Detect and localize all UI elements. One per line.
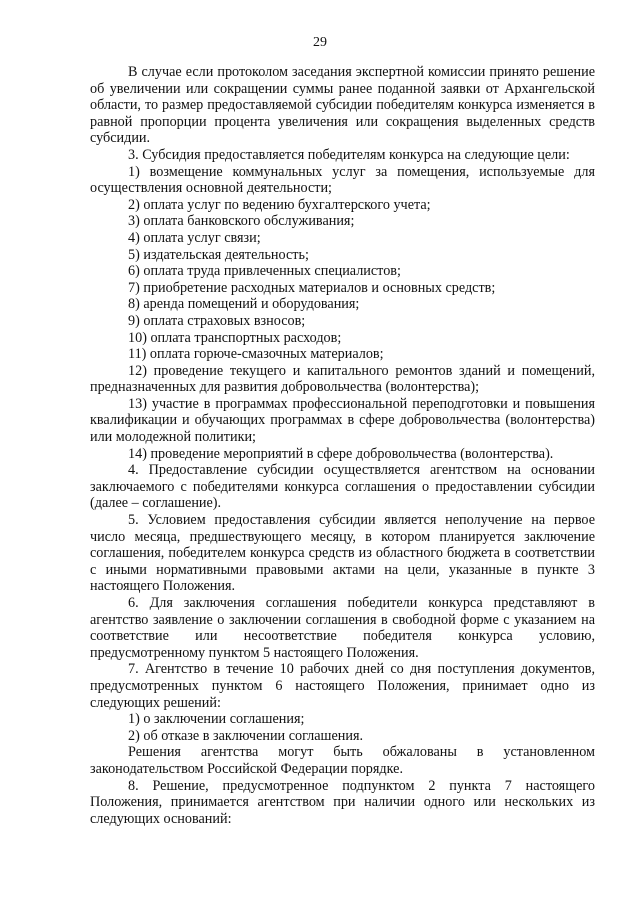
paragraph-item-7: 7. Агентство в течение 10 рабочих дней со дня поступления документов, предусмотренных пунктом 6 настоящего Положения, принимает одно из следующих решений: — [90, 661, 595, 711]
paragraph-appeal: Решения агентства могут быть обжалованы в установленном законодательством Российской Федерации порядке. — [90, 744, 595, 777]
list-item-1: 1) возмещение коммунальных услуг за помещения, используемые для осуществления основной деятельности; — [90, 163, 595, 197]
list-item-12: 12) проведение текущего и капитального ремонтов зданий и помещений, предназначенных для развития добровольчества (волонтерства); — [90, 362, 595, 396]
paragraph-item-4: 4. Предоставление субсидии осуществляется агентством на основании заключаемого с победителями конкурса соглашения о предоставлении субсидии (далее – соглашение). — [90, 462, 595, 512]
decision-option-1: 1) о заключении соглашения; — [128, 711, 305, 728]
list-item-7: 7) приобретение расходных материалов и основных средств; — [128, 279, 496, 296]
list-item-5: 5) издательская деятельность; — [128, 246, 309, 263]
list-item-14: 14) проведение мероприятий в сфере добровольчества (волонтерства). — [128, 445, 554, 462]
paragraph-item-6: 6. Для заключения соглашения победители конкурса представляют в агентство заявление о заключении соглашения в свободной форме с указанием на соответствие или несоответствие победителя конкурса условию, предусмотренному пунктом 5 настоящего Положения. — [90, 595, 595, 661]
list-item-3: 3) оплата банковского обслуживания; — [128, 213, 355, 230]
paragraph-item-5: 5. Условием предоставления субсидии является неполучение на первое число месяца, предшествующего месяцу, в котором планируется заключение соглашения, победителем конкурса средств из областного бюджета в соответствии с иными нормативными правовыми актами на цели, указанные в пункте 3 настоящего Положения. — [90, 512, 595, 595]
list-item-6: 6) оплата труда привлеченных специалистов; — [128, 263, 401, 280]
paragraph-commission-decision: В случае если протоколом заседания экспертной комиссии принято решение об увеличении или сокращении суммы ранее поданной заявки от Архангельской области, то размер предоставляемой субсидии победителям конкурса изменяется в равной пропорции процента увеличения или сокращения выделенных средств субсидии. — [90, 64, 595, 147]
list-item-8: 8) аренда помещений и оборудования; — [128, 296, 360, 313]
page-number: 29 — [313, 35, 327, 50]
decision-option-2: 2) об отказе в заключении соглашения. — [128, 727, 364, 744]
list-item-10: 10) оплата транспортных расходов; — [128, 329, 342, 346]
list-item-9: 9) оплата страховых взносов; — [128, 312, 306, 329]
document-body — [90, 64, 595, 827]
paragraph-item-3-purposes: 3. Субсидия предоставляется победителям конкурса на следующие цели: — [128, 146, 570, 163]
paragraph-item-8: 8. Решение, предусмотренное подпунктом 2 пункта 7 настоящего Положения, принимается агентством при наличии одного или нескольких из следующих оснований: — [90, 777, 595, 827]
list-item-11: 11) оплата горюче-смазочных материалов; — [128, 346, 384, 363]
list-item-4: 4) оплата услуг связи; — [128, 229, 261, 246]
list-item-2: 2) оплата услуг по ведению бухгалтерского учета; — [128, 196, 431, 213]
list-item-13: 13) участие в программах профессиональной переподготовки и повышения квалификации и обучающих программах в сфере добровольчества (волонтерства) или молодежной политики; — [90, 395, 595, 446]
